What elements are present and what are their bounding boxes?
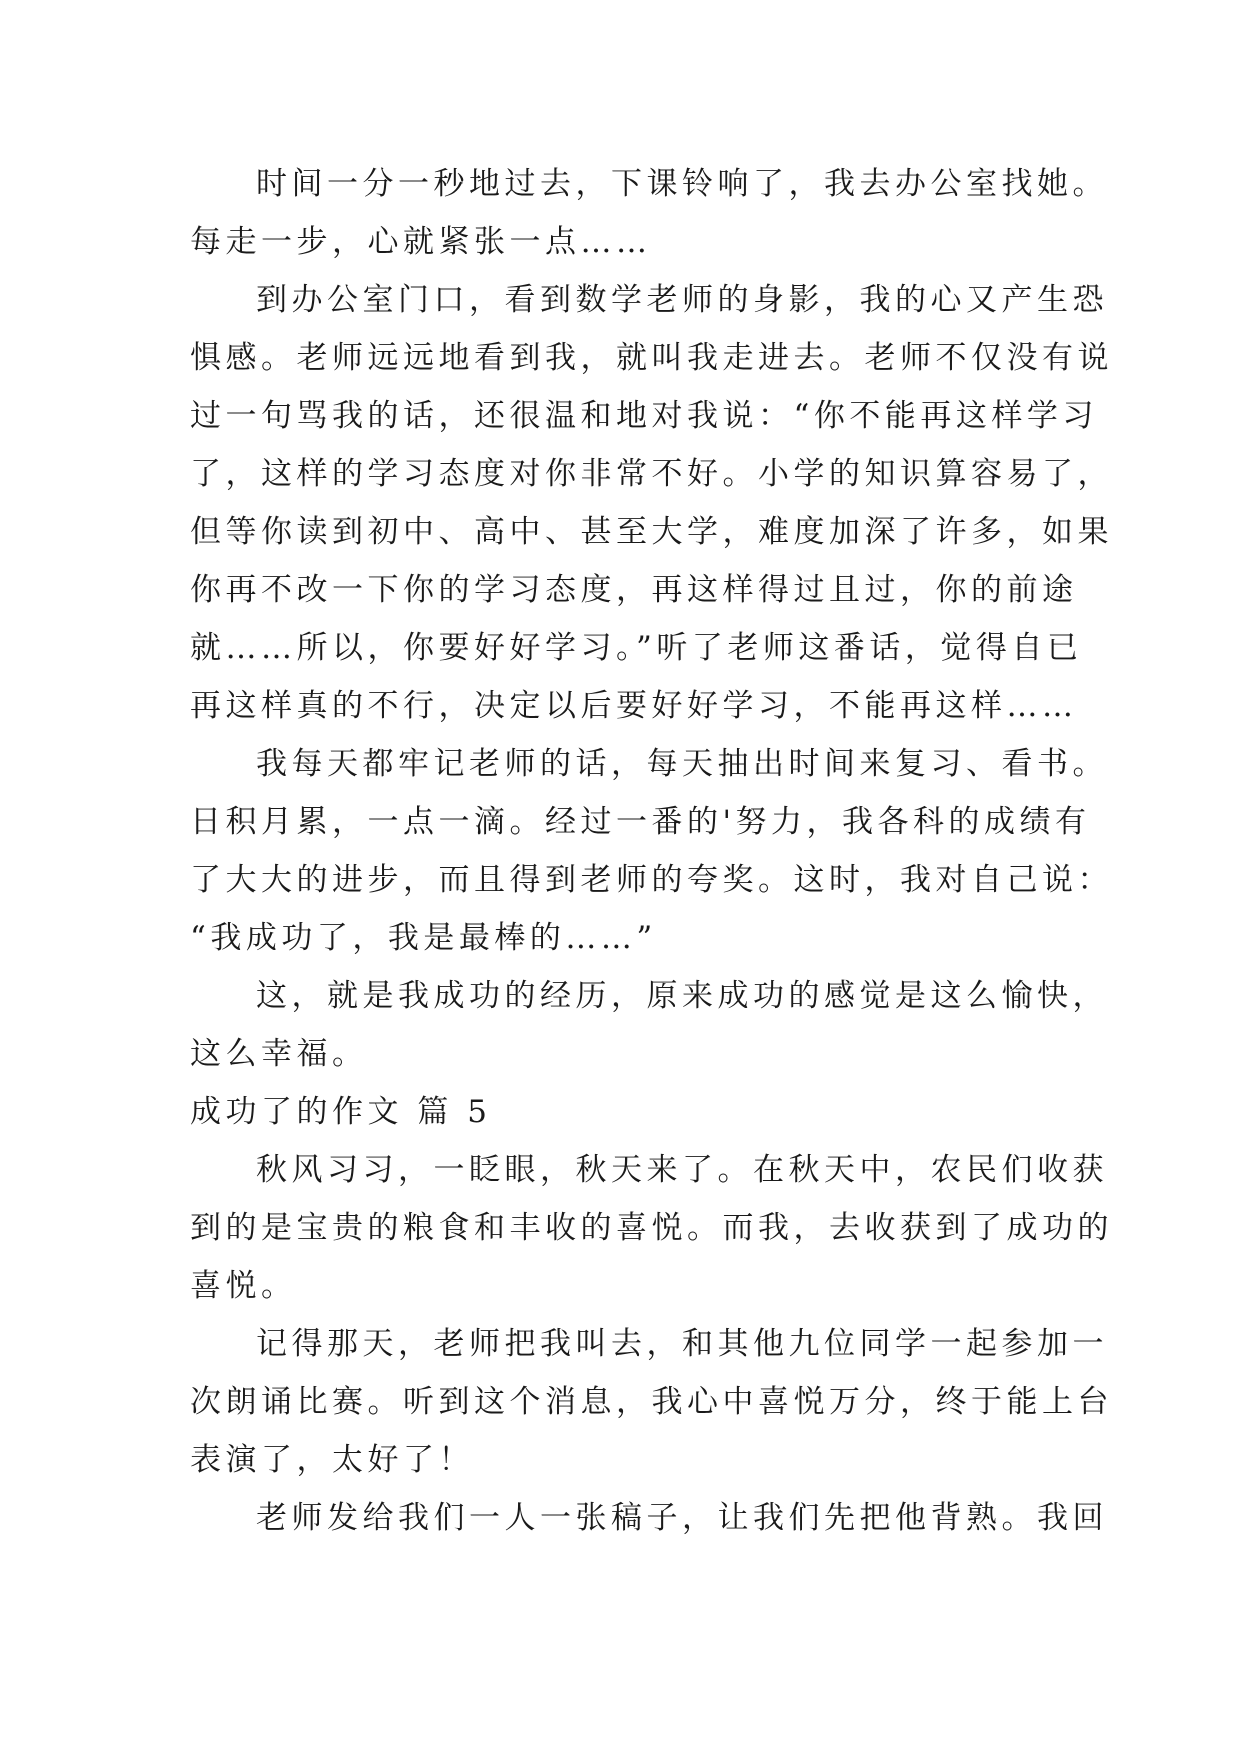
- text-line: 了大大的进步，而且得到老师的夸奖。这时，我对自己说：: [190, 862, 1113, 898]
- text-line: 但等你读到初中、高中、甚至大学，难度加深了许多，如果: [190, 514, 1113, 550]
- text-line: 表演了，太好了！: [190, 1442, 474, 1478]
- text-line: 再这样真的不行，决定以后要好好学习，不能再这样……: [190, 688, 1078, 724]
- text-line: “我成功了，我是最棒的……”: [190, 920, 657, 956]
- section-heading: 成功了的作文 篇 5: [190, 1094, 492, 1130]
- text-line: 你再不改一下你的学习态度，再这样得过且过，你的前途: [190, 572, 1078, 608]
- text-line: 喜悦。: [190, 1268, 297, 1304]
- text-line: 时间一分一秒地过去，下课铃响了，我去办公室找她。: [256, 166, 1108, 202]
- text-line: 每走一步，心就紧张一点……: [190, 224, 652, 260]
- text-line: 了，这样的学习态度对你非常不好。小学的知识算容易了，: [190, 456, 1113, 492]
- text-line: 过一句骂我的话，还很温和地对我说：“你不能再这样学习: [190, 398, 1098, 434]
- text-line: 日积月累，一点一滴。经过一番的'努力，我各科的成绩有: [190, 804, 1091, 840]
- text-line: 到的是宝贵的粮食和丰收的喜悦。而我，去收获到了成功的: [190, 1210, 1113, 1246]
- text-line: 到办公室门口，看到数学老师的身影，我的心又产生恐: [256, 282, 1108, 318]
- text-line: 记得那天，老师把我叫去，和其他九位同学一起参加一: [256, 1326, 1108, 1362]
- text-line: 这么幸福。: [190, 1036, 368, 1072]
- text-line: 次朗诵比赛。听到这个消息，我心中喜悦万分，终于能上台: [190, 1384, 1113, 1420]
- text-line: 这，就是我成功的经历，原来成功的感觉是这么愉快，: [256, 978, 1108, 1014]
- text-line: 我每天都牢记老师的话，每天抽出时间来复习、看书。: [256, 746, 1108, 782]
- text-line: 秋风习习，一眨眼，秋天来了。在秋天中，农民们收获: [256, 1152, 1108, 1188]
- text-line: 老师发给我们一人一张稿子，让我们先把他背熟。我回: [256, 1500, 1108, 1536]
- text-line: 就……所以，你要好好学习。”听了老师这番话，觉得自已: [190, 630, 1083, 666]
- text-line: 惧感。老师远远地看到我，就叫我走进去。老师不仅没有说: [190, 340, 1113, 376]
